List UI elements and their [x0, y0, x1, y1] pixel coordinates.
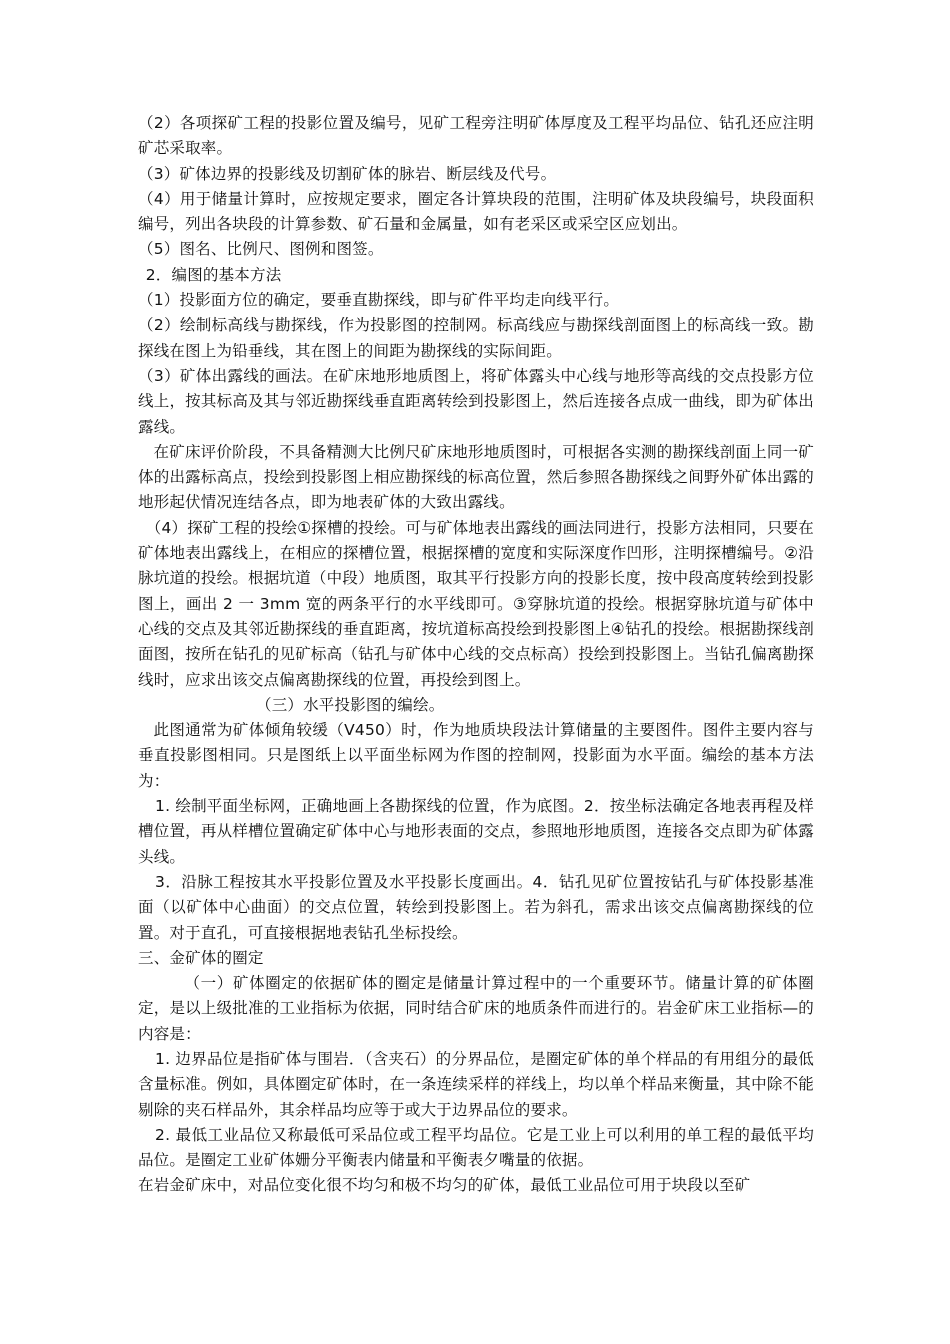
paragraph-9: 在矿床评价阶段，不具备精测大比例尺矿床地形地质图时，可根据各实测的勘探线剖面上同一矿体的出露标高点，投绘到投影图上相应勘探线的标高位置，然后参照各勘探线之间野外矿体出露的地形起伏情况连结各点，即为地表矿体的大致出露线。 [138, 442, 814, 512]
paragraph-14: 3．沿脉工程按其水平投影位置及水平投影长度画出。4．钻孔见矿位置按钻孔与矿体投影基准面（以矿体中心曲面）的交点位置，转绘到投影图上。若为斜孔，需求出该交点偏离勘探线的位置。对于直孔，可直接根据地表钻孔坐标投绘。 [138, 872, 814, 942]
paragraph-6: （1）投影面方位的确定，要垂直勘探线，即与矿件平均走向线平行。 [138, 291, 620, 310]
section-heading-2: 2．编图的基本方法 [145, 265, 282, 284]
paragraph-1: （2）各项探矿工程的投影位置及编号，见矿工程旁注明矿体厚度及工程平均品位、钻孔还应注明矿芯采取率。 [138, 114, 814, 158]
section-heading-gold: 三、金矿体的圈定 [138, 948, 264, 967]
document-page [138, 111, 814, 1199]
paragraph-4: （5）图名、比例尺、图例和图签。 [138, 240, 384, 259]
paragraph-7: （2）绘制标高线与勘探线，作为投影图的控制网。标高线应与勘探线剖面图上的标高线一致。勘探线在图上为铅垂线，其在图上的间距为勘探线的实际间距。 [138, 316, 814, 360]
paragraph-3: （4）用于储量计算时，应按规定要求，圈定各计算块段的范围，注明矿体及块段编号，块段面积编号，列出各块段的计算参数、矿石量和金属量，如有老采区或采空区应划出。 [138, 189, 814, 234]
paragraph-19: 在岩金矿床中，对品位变化很不均匀和极不均匀的矿体，最低工业品位可用于块段以至矿 [138, 1176, 751, 1195]
paragraph-10: （4）探矿工程的投绘①探槽的投绘。可与矿体地表出露线的画法同进行，投影方法相同，只要在矿体地表出露线上，在相应的探槽位置，根据探槽的宽度和实际深度作凹形，注明探槽编号。②沿脉坑道的投绘。根据坑道（中段）地质图，取其平行投影方向的投影长度，按中段高度转绘到投影图上，画出 2 一 3mm 宽的两条平行的水平线即可。③穿脉坑道的投绘。根据穿脉坑道与矿体中心线的交点及其邻近勘探线的垂直距离，按坑道标高投绘到投影图上④钻孔的投绘。根据勘探线剖面图，按所在钻孔的见矿标高（钻孔与矿体中心线的交点标高）投绘到投影图上。当钻孔偏离勘探线时，应求出该交点偏离勘探线的位置，再投绘到图上。 [138, 518, 814, 689]
paragraph-8: （3）矿体出露线的画法。在矿床地形地质图上，将矿体露头中心线与地形等高线的交点投影方位线上，按其标高及其与邻近勘探线垂直距离转绘到投影图上，然后连接各点成一曲线，即为矿体出露线。 [138, 366, 814, 436]
paragraph-12: 此图通常为矿体倾角较缓（V450）时，作为地质块段法计算储量的主要图件。图件主要内容与垂直投影图相同。只是图纸上以平面坐标网为作图的控制网，投影面为水平面。编绘的基本方法为： [138, 721, 814, 790]
paragraph-17: 1. 边界品位是指矿体与围岩．（含夹石）的分界品位，是圈定矿体的单个样品的有用组分的最低含量标准。例如，具体圈定矿体时，在一条连续采样的祥线上，均以单个样品来衡量，其中除不能剔除的夹石样品外，其余样品均应等于或大于边界品位的要求。 [138, 1049, 814, 1119]
subsection-heading-3: （三）水平投影图的编绘。 [256, 695, 445, 714]
paragraph-13: 1. 绘制平面坐标网，正确地画上各勘探线的位置，作为底图。2．按坐标法确定各地表再程及样槽位置，再从样槽位置确定矿体中心与地形表面的交点，参照地形地质图，连接各交点即为矿体露头线。 [138, 797, 814, 866]
paragraph-2: （3）矿体边界的投影线及切割矿体的脉岩、断层线及代号。 [138, 164, 557, 183]
paragraph-18: 2. 最低工业品位又称最低可采品位或工程平均品位。它是工业上可以利用的单工程的最低平均品位。是圈定工业矿体姗分平衡表内储量和平衡表夕嘴量的依据。 [138, 1125, 814, 1170]
paragraph-16: （一）矿体圈定的依据矿体的圈定是储量计算过程中的一个重要环节。储量计算的矿体圈定，是以上级批准的工业指标为依据，同时结合矿床的地质条件而进行的。岩金矿床工业指标—的内容是： [138, 974, 814, 1043]
